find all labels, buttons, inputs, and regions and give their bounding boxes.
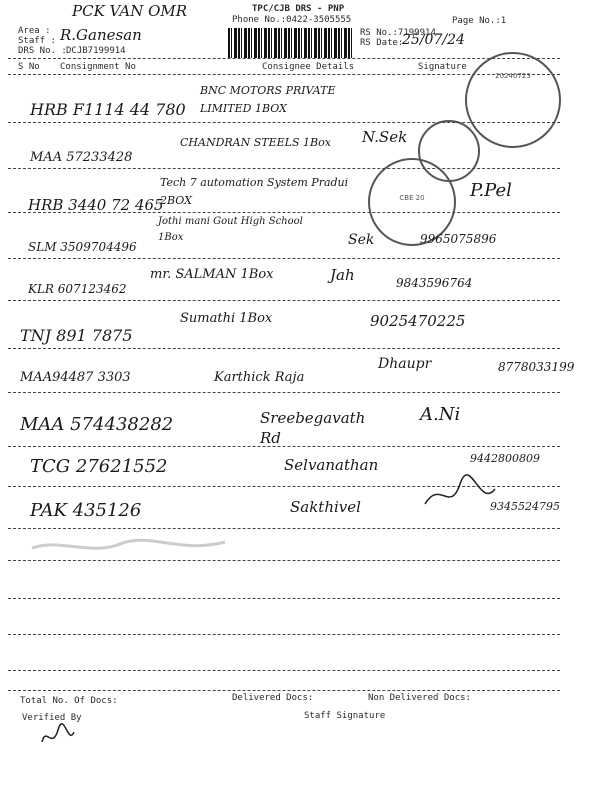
row-5-signature: Jah <box>330 266 355 284</box>
row-10-phone: 9345524795 <box>490 500 560 513</box>
row-8-consignment: MAA 574438282 <box>20 414 174 435</box>
row-2-consignment: MAA 57233428 <box>30 150 133 165</box>
row-8-consignee: Sreebegavath Rd <box>260 409 366 447</box>
row-3-consignment: HRB 3440 72 465 <box>28 196 164 214</box>
col-signature: Signature <box>418 62 467 72</box>
verified-signature <box>38 722 78 752</box>
row-11-faded-scribble <box>30 536 230 556</box>
row-4-signature: Sek <box>348 232 375 248</box>
page-number: Page No.:1 <box>452 16 507 26</box>
stamp-top: 20240723 <box>465 52 561 148</box>
rs-no: RS No.:7199914 <box>360 28 436 38</box>
verified-by-label: Verified By <box>22 713 82 723</box>
row-5-phone: 9843596764 <box>396 276 473 290</box>
row-7-signature: Dhaupr <box>378 356 432 372</box>
col-consignee: Consignee Details <box>262 62 355 72</box>
row-3-signature: P.Pel <box>470 180 512 201</box>
col-sno: S No <box>18 62 40 72</box>
barcode <box>228 28 354 58</box>
non-delivered-docs-label: Non Delivered Docs: <box>368 693 471 703</box>
row-1-consignee: BNC MOTORS PRIVATE LIMITED 1BOX <box>200 84 336 115</box>
row-4-consignee: Jothi mani Gout High School 1Box <box>158 216 303 243</box>
row-7-consignee: Karthick Raja <box>214 370 305 385</box>
row-10-consignee: Sakthivel <box>290 498 361 516</box>
row-9-consignee: Selvanathan <box>284 456 379 474</box>
stamp-mid: CBE 20 <box>368 158 456 246</box>
row-5-consignee: mr. SALMAN 1Box <box>150 267 274 282</box>
row-9-phone: 9442800809 <box>470 452 540 465</box>
row-6-consignment: TNJ 891 7875 <box>20 326 133 345</box>
total-docs-label: Total No. Of Docs: <box>20 696 118 706</box>
row-10-consignment: PAK 435126 <box>30 500 142 521</box>
drs-no-label: DRS No. : <box>18 46 67 56</box>
row-3-consignee: Tech 7 automation System Pradui 2BOX <box>160 176 349 207</box>
row-8-signature: A.Ni <box>420 404 461 425</box>
row-2-signature: N.Sek <box>362 128 408 146</box>
row-6-consignee: Sumathi 1Box <box>180 311 273 326</box>
area-label: Area : <box>18 26 51 36</box>
row-7-consignment: MAA94487 3303 <box>20 370 131 385</box>
row-4-phone: 9965075896 <box>420 232 497 246</box>
row-7-phone: 8778033199 <box>498 360 575 374</box>
rs-date-label: RS Date: <box>360 38 404 48</box>
row-1-consignment: HRB F1114 44 780 <box>30 100 186 119</box>
page-title: TPC/CJB DRS - PNP <box>252 4 345 14</box>
rs-date-value: 25/07/24 <box>402 32 465 48</box>
col-consignment: Consignment No <box>60 62 136 72</box>
row-4-consignment: SLM 3509704496 <box>28 240 137 254</box>
row-6-phone: 9025470225 <box>370 312 466 330</box>
row-2-consignee: CHANDRAN STEELS 1Box <box>180 136 331 149</box>
staff-label: Staff : <box>18 36 56 46</box>
row-5-consignment: KLR 607123462 <box>28 282 127 296</box>
staff-name: R.Ganesan <box>60 26 142 44</box>
row-10-signature-scribble <box>420 474 500 518</box>
row-9-consignment: TCG 27621552 <box>30 456 168 477</box>
phone-number: Phone No.:0422-3505555 <box>232 15 352 25</box>
handwritten-vehicle: PCK VAN OMR <box>72 2 188 20</box>
delivered-docs-label: Delivered Docs: <box>232 693 314 703</box>
staff-signature-label: Staff Signature <box>304 711 386 721</box>
drs-no-value: DCJB7199914 <box>66 46 126 56</box>
